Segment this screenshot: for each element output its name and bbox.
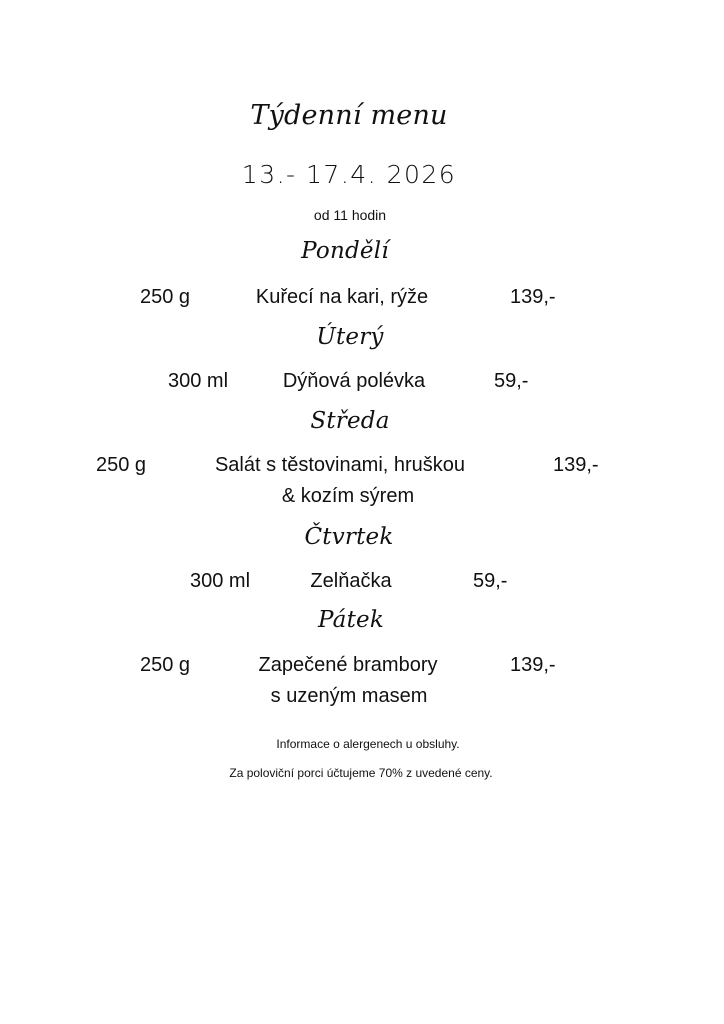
dish-tuesday: Dýňová polévka — [282, 370, 426, 392]
half-portion-note: Za poloviční porci účtujeme 70% z uvedené ceny. — [229, 766, 493, 780]
day-heading-thursday: Čtvrtek — [304, 524, 394, 550]
portion-tuesday: 300 ml — [168, 370, 229, 392]
dish-monday: Kuřecí na kari, rýže — [255, 286, 429, 308]
dish-wednesday-line2: & kozím sýrem — [281, 485, 415, 507]
dish-wednesday-line1: Salát s těstovinami, hruškou — [214, 454, 466, 476]
day-heading-tuesday: Úterý — [316, 324, 384, 350]
dish-friday-line2: s uzeným masem — [270, 685, 428, 707]
price-wednesday: 139,- — [553, 454, 599, 476]
day-heading-wednesday: Středa — [310, 408, 390, 434]
portion-monday: 250 g — [140, 286, 191, 308]
day-heading-monday: Pondělí — [301, 238, 389, 264]
menu-title: Týdenní menu — [250, 100, 448, 131]
price-monday: 139,- — [510, 286, 556, 308]
menu-hours: od 11 hodin — [313, 207, 387, 223]
portion-friday: 250 g — [140, 654, 191, 676]
portion-wednesday: 250 g — [96, 454, 147, 476]
price-thursday: 59,- — [473, 570, 508, 592]
dish-friday-line1: Zapečené brambory — [258, 654, 438, 676]
menu-date-range: 13.- 17.4. 2026 — [241, 160, 457, 189]
price-tuesday: 59,- — [494, 370, 529, 392]
price-friday: 139,- — [510, 654, 556, 676]
dish-thursday: Zelňačka — [310, 570, 392, 592]
day-heading-friday: Pátek — [318, 607, 384, 633]
portion-thursday: 300 ml — [190, 570, 251, 592]
allergen-note: Informace o alergenech u obsluhy. — [276, 737, 460, 751]
